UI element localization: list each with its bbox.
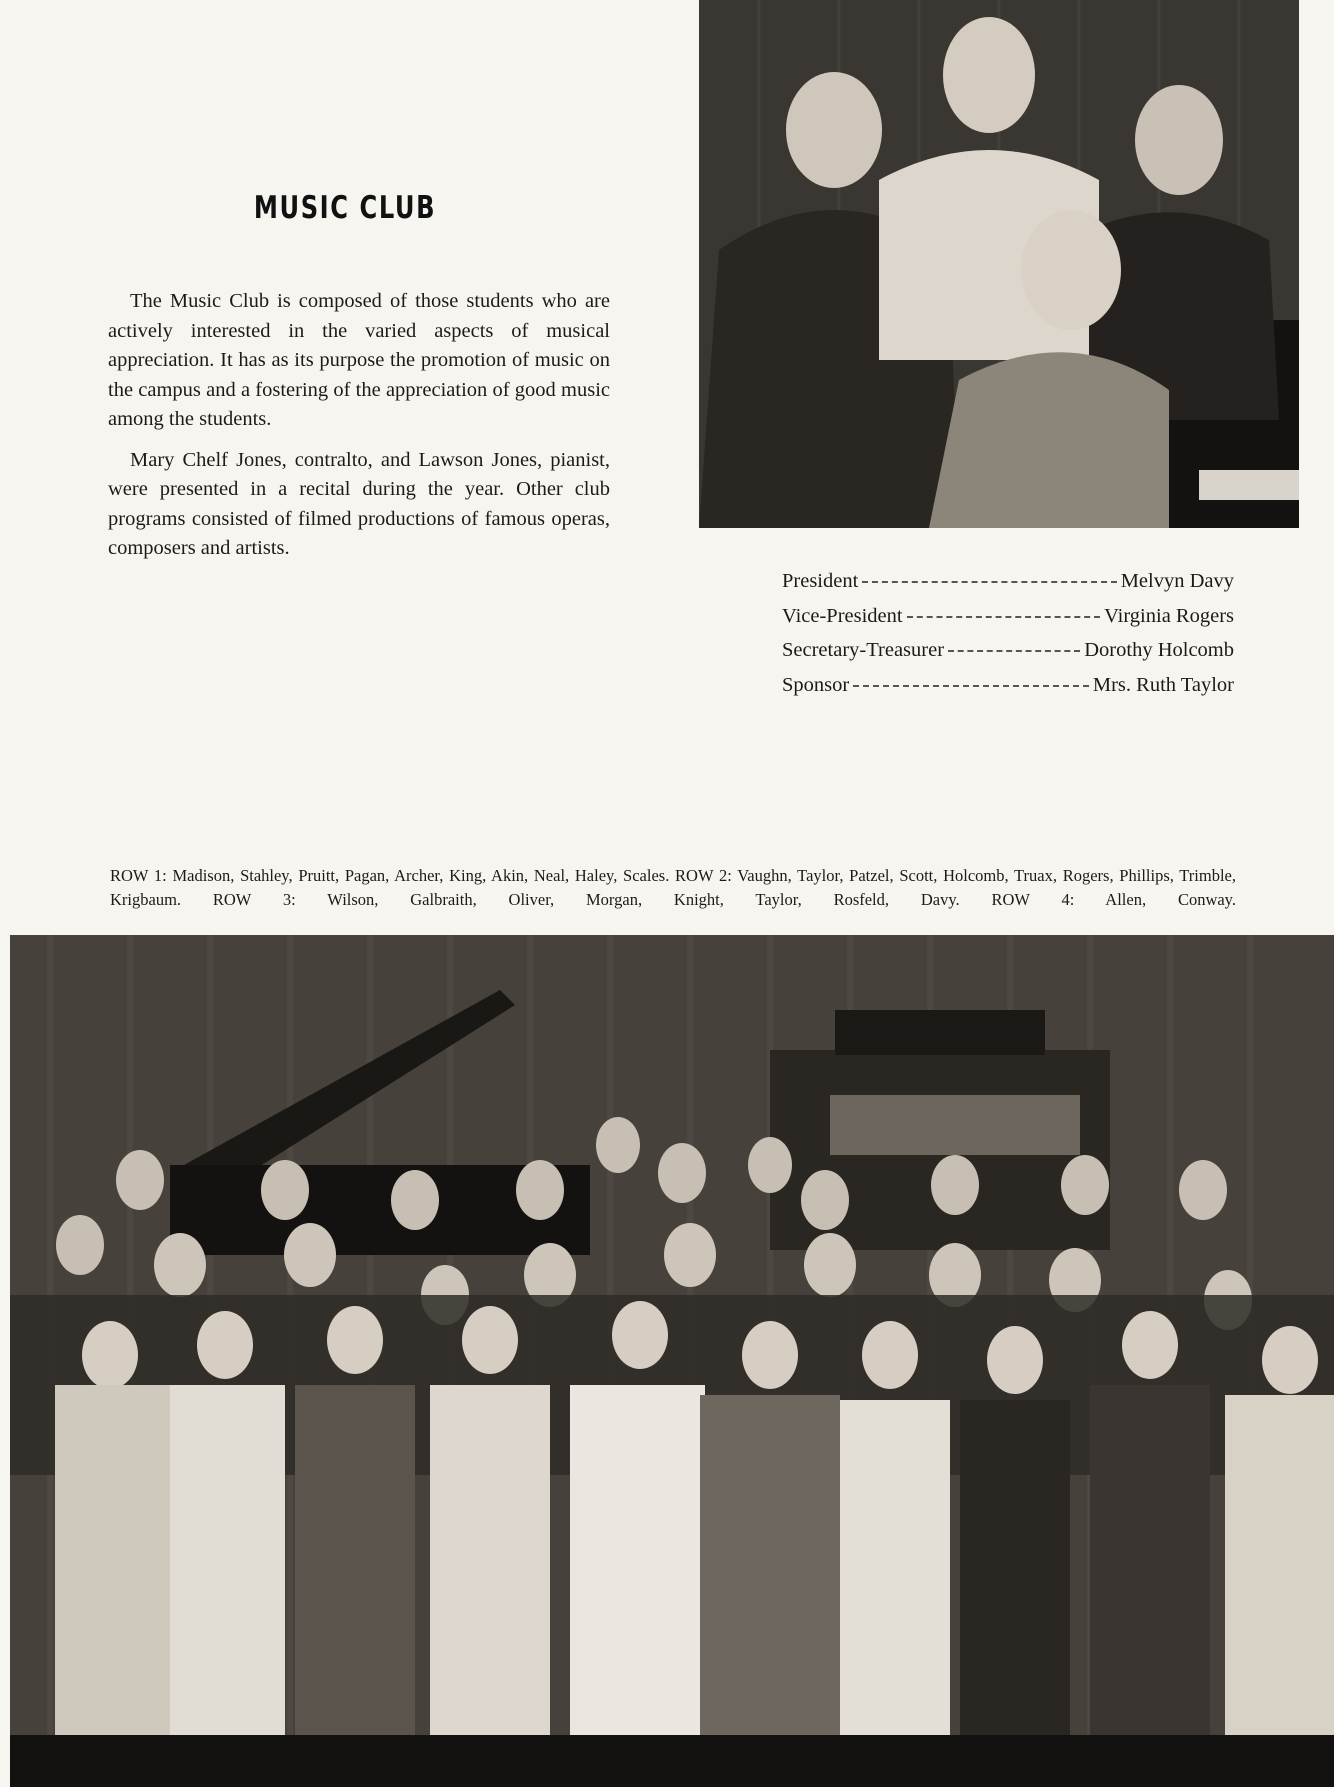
officer-name: Mrs. Ruth Taylor (1092, 673, 1234, 696)
group-photo-caption: ROW 1: Madison, Stahley, Pruitt, Pagan, Archer, King, Akin, Neal, Haley, Scales. ROW 2: Vaughn, Taylor, Patzel, Scott, Holcomb, Truax, Rogers, Phillips, Trimble, Krigbaum. ROW 3: Wilson, Galbraith, Oliver, Morgan, Knight, Taylor, Rosfeld, Davy. ROW 4: Allen, Conway. (110, 866, 1236, 909)
officer-row-sponsor (782, 668, 1234, 703)
dotted-leader (948, 650, 1080, 652)
officers-list (782, 564, 1234, 702)
dotted-leader (853, 685, 1089, 687)
officer-role: Secretary-Treasurer (782, 639, 945, 661)
dotted-leader (862, 581, 1116, 583)
dotted-leader (907, 616, 1100, 618)
officer-role: President (782, 570, 859, 592)
officer-name: Virginia Rogers (1104, 604, 1234, 627)
officer-row-vice-president (782, 599, 1234, 634)
officer-role: Vice-President (782, 604, 903, 627)
page-title: MUSIC CLUB (253, 190, 437, 226)
officers-photo (699, 0, 1299, 528)
intro-paragraph-2: Mary Chelf Jones, contralto, and Lawson Jones, pianist, were presented in a recital during the year. Other club programs consisted of filmed productions of famous operas, composers and artists. (108, 448, 610, 559)
officer-name: Dorothy Holcomb (1084, 639, 1234, 661)
officer-row-secretary-treasurer (782, 633, 1234, 668)
officer-row-president (782, 564, 1234, 599)
group-photo (10, 935, 1334, 1787)
intro-paragraph-1: The Music Club is composed of those students who are actively interested in the varied aspects of musical appreciation. It has as its purpose the promotion of music on the campus and a fostering of the appreciation of good music among the students. (108, 290, 610, 430)
officer-role: Sponsor (782, 673, 850, 696)
intro-text (108, 287, 610, 575)
officer-name: Melvyn Davy (1120, 570, 1234, 592)
